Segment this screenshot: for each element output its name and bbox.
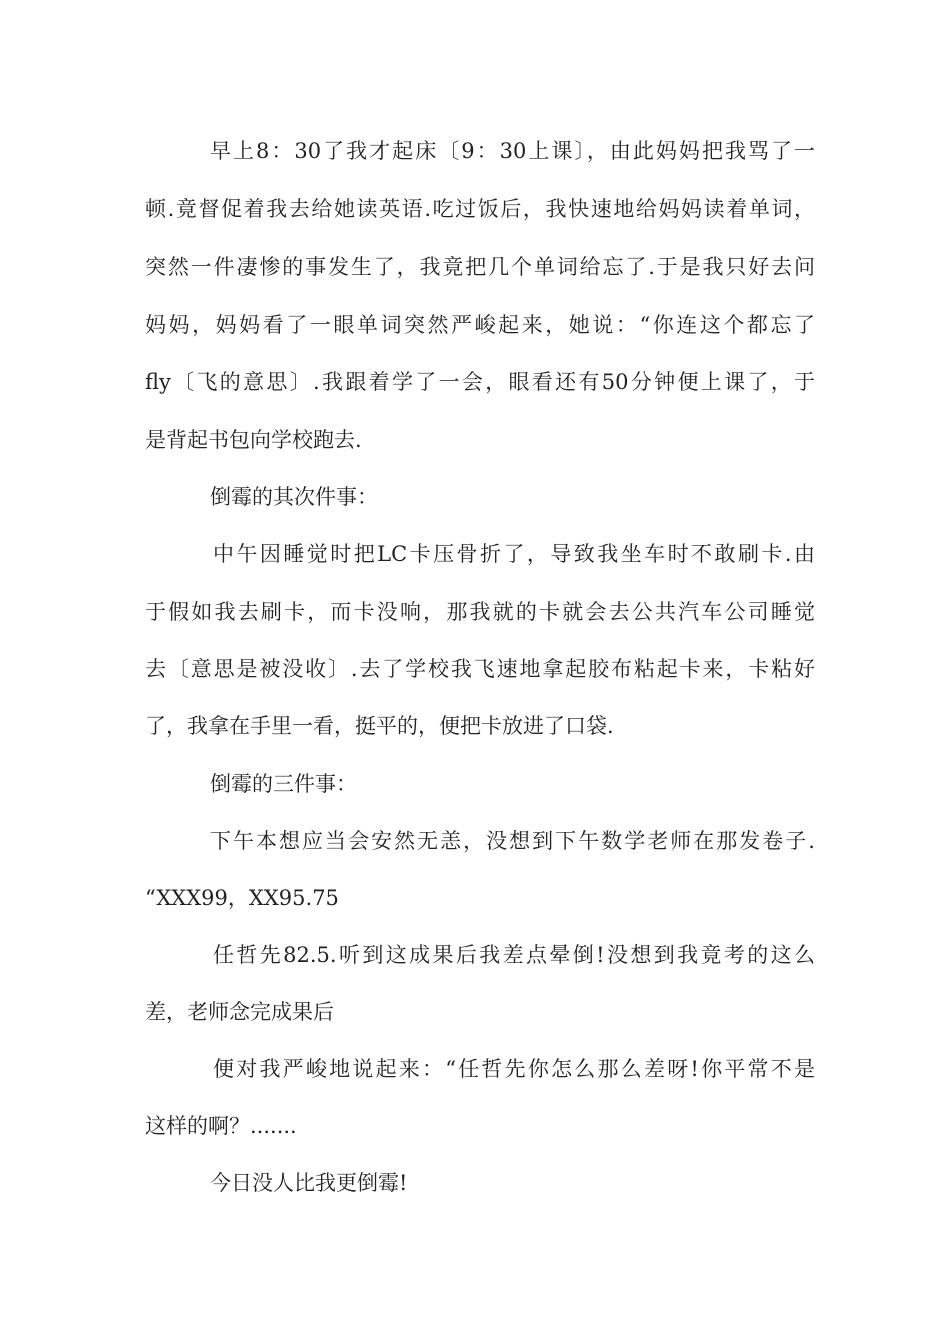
- paragraph-5-line-1: 便对我严峻地说起来：“任哲先你怎么那么差呀!你平常不是: [213, 1057, 815, 1081]
- closing-line: 今日没人比我更倒霉!: [210, 1171, 408, 1195]
- paragraph-1-line-1: 早上8：30了我才起床〔9：30上课〕，由此妈妈把我骂了一: [210, 139, 815, 163]
- paragraph-1-line-4: 妈妈，妈妈看了一眼单词突然严峻起来，她说：“你连这个都忘了: [145, 313, 815, 337]
- section-heading-third: 倒霉的三件事：: [210, 772, 357, 796]
- paragraph-3-line-2: “XXX99，XX95.75: [145, 886, 339, 910]
- paragraph-2-line-3: 去〔意思是被没收〕.去了学校我飞速地拿起胶布粘起卡来，卡粘好: [145, 657, 815, 681]
- section-heading-second: 倒霉的其次件事：: [210, 485, 378, 509]
- paragraph-4-line-1: 任哲先82.5.听到这成果后我差点晕倒!没想到我竟考的这么: [213, 943, 815, 967]
- paragraph-1-line-6: 是背起书包向学校跑去.: [145, 428, 362, 452]
- paragraph-2-line-4: 了，我拿在手里一看，挺平的，便把卡放进了口袋.: [145, 714, 614, 738]
- paragraph-2-line-2: 于假如我去刷卡，而卡没响，那我就的卡就会去公共汽车公司睡觉: [145, 600, 815, 624]
- paragraph-1-line-5: fly〔飞的意思〕.我跟着学了一会，眼看还有50分钟便上课了，于: [145, 370, 815, 394]
- paragraph-4-line-2: 差，老师念完成果后: [145, 1000, 334, 1024]
- paragraph-2-line-1: 中午因睡觉时把LC卡压骨折了，导致我坐车时不敢刷卡.由: [213, 542, 815, 566]
- paragraph-1-line-2: 顿.竟督促着我去给她读英语.吃过饭后，我快速地给妈妈读着单词，: [145, 197, 815, 221]
- paragraph-5-line-2: 这样的啊？.......: [145, 1114, 297, 1138]
- paragraph-3-line-1: 下午本想应当会安然无恙，没想到下午数学老师在那发卷子.: [210, 829, 815, 853]
- paragraph-1-line-3: 突然一件凄惨的事发生了，我竟把几个单词给忘了.于是我只好去问: [145, 255, 815, 279]
